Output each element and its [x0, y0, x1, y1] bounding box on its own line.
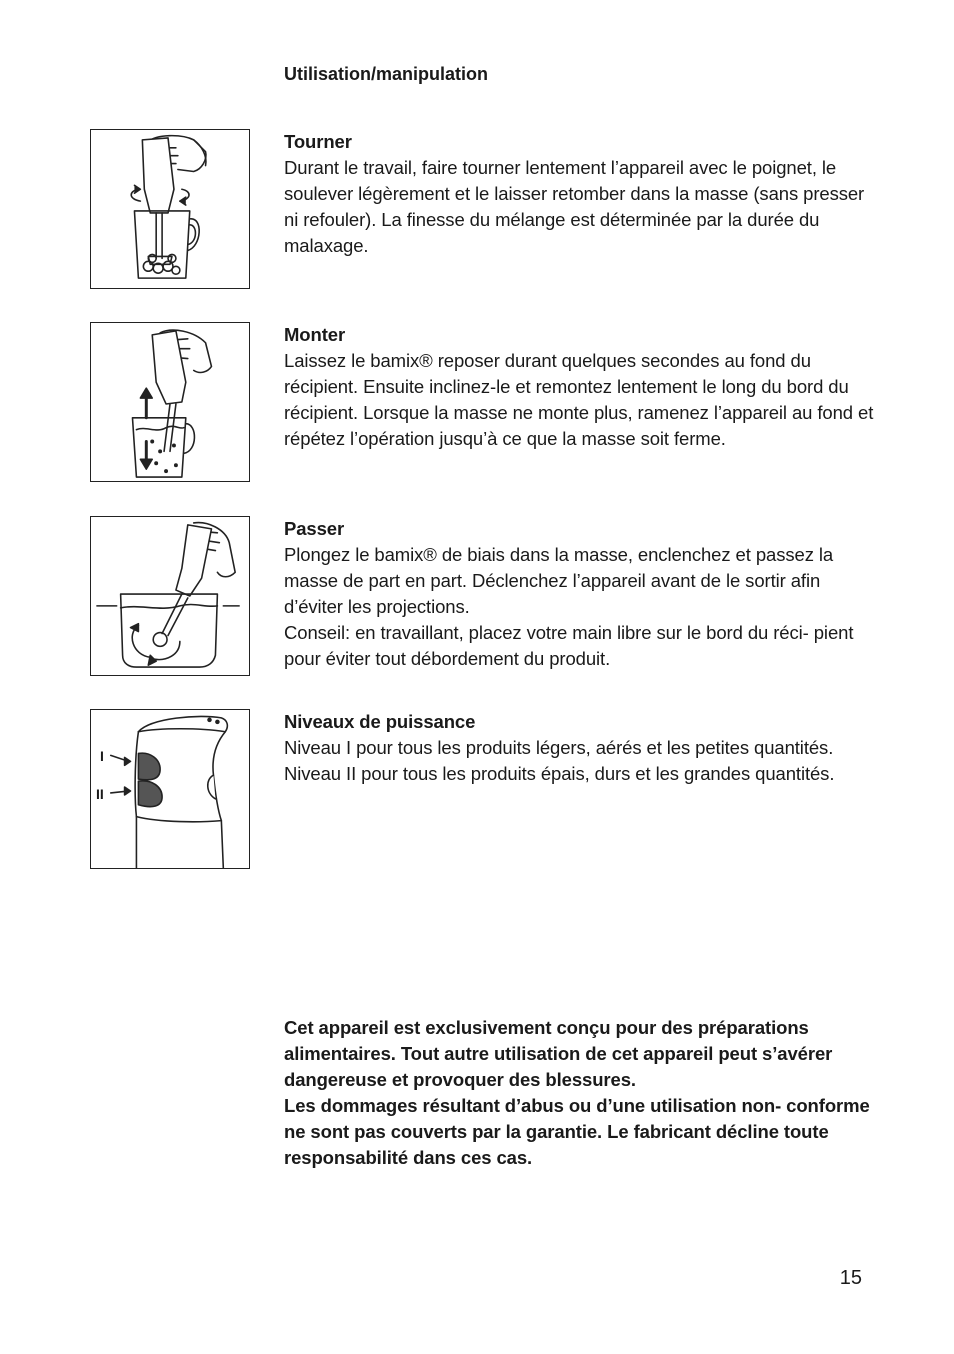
page-number: 15: [839, 1267, 862, 1289]
page-heading: Utilisation/manipulation: [284, 64, 489, 84]
section-paragraph: Conseil: en travaillant, placez votre main libre sur le bord du réci- pient pour éviter tout débordement du produit.: [284, 622, 854, 669]
section-text: [284, 516, 874, 672]
section-paragraph: Laissez le bamix® reposer durant quelques secondes au fond du récipient. Ensuite inclinez-le et remontez lentement le long du bord du récipient. Lorsque la masse ne monte plus, ramenez l’appareil au fond et répétez l’opération jusqu’à ce que la masse soit ferme.: [284, 350, 874, 449]
section-paragraph: Niveau II pour tous les produits épais, durs et les grandes quantités.: [284, 763, 835, 784]
whipping-blender-illustration: [90, 322, 250, 482]
section-paragraph: Durant le travail, faire tourner lentement l’appareil avec le poignet, le soulever légèrement et le laisser retomber dans la masse (sans presser ni refouler). La finesse du mélange est déterminée par la durée du malaxage.: [284, 157, 865, 256]
section-text: [284, 709, 874, 787]
section-title: Tourner: [284, 131, 352, 152]
level-one-label: I: [100, 748, 104, 764]
section-text: [284, 322, 874, 452]
section-paragraph: Niveau I pour tous les produits légers, aérés et les petites quantités.: [284, 737, 834, 758]
level-two-label: II: [96, 786, 104, 802]
pot-blending-illustration: [90, 516, 250, 676]
safety-warning: [284, 1015, 874, 1171]
warning-paragraph: Les dommages résultant d’abus ou d’une utilisation non- conforme ne sont pas couverts par la garantie. Le fabricant décline toute responsabilité dans ces cas.: [284, 1095, 870, 1168]
section-text: [284, 129, 874, 259]
section-paragraph: Plongez le bamix® de biais dans la masse, enclenchez et passez la masse de part en part. Déclenchez l’appareil avant de le sortir afin d’éviter les projections.: [284, 544, 834, 617]
power-levels-illustration: [90, 709, 250, 869]
section-title: Niveaux de puissance: [284, 711, 476, 732]
warning-paragraph: Cet appareil est exclusivement conçu pour des préparations alimentaires. Tout autre utilisation de cet appareil peut s’avérer dangereuse et provoquer des blessures.: [284, 1017, 833, 1090]
section-title: Monter: [284, 324, 346, 345]
section-title: Passer: [284, 518, 345, 539]
rotating-blender-illustration: [90, 129, 250, 289]
